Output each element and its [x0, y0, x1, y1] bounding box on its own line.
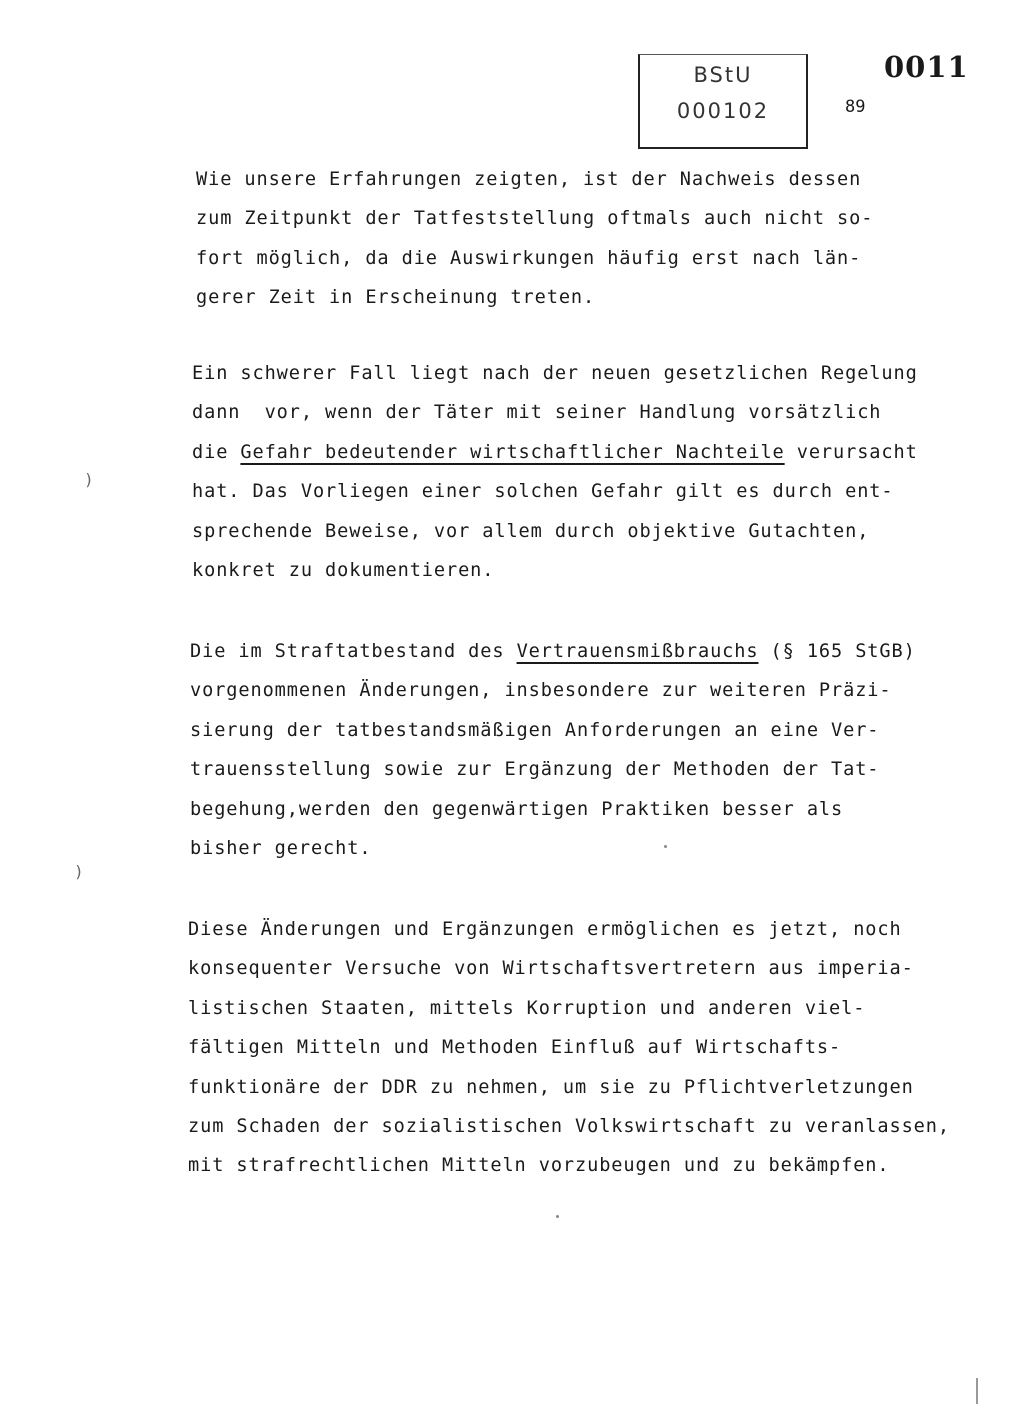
text-segment: die	[192, 441, 241, 463]
scan-speck	[664, 845, 667, 848]
text-segment: (§ 165 StGB)	[758, 641, 916, 662]
scan-edge-mark	[976, 1378, 978, 1404]
text-line: fältigen Mitteln und Methoden Einfluß auf Wirtschafts-	[188, 1037, 842, 1059]
stamp-number: 000102	[676, 99, 770, 123]
text-line: hat. Das Vorliegen einer solchen Gefahr gilt es durch ent-	[192, 481, 894, 503]
text-line: zum Schaden der sozialistischen Volkswirtschaft zu veranlassen,	[188, 1116, 950, 1138]
text-line: vorgenommenen Änderungen, insbesondere zur weiteren Präzi-	[190, 680, 892, 702]
text-line: trauensstellung sowie zur Ergänzung der Methoden der Tat-	[190, 759, 880, 781]
archive-stamp	[638, 54, 808, 149]
text-line: sierung der tatbestandsmäßigen Anforderungen an eine Ver-	[190, 719, 880, 741]
text-line: mit strafrechtlichen Mitteln vorzubeugen und zu bekämpfen.	[188, 1155, 890, 1177]
page-number: 89	[845, 97, 866, 117]
text-segment: verursacht	[784, 441, 918, 463]
text-line: Diese Änderungen und Ergänzungen ermöglichen es jetzt, noch	[188, 919, 902, 940]
text-line: fort möglich, da die Auswirkungen häufig erst nach län-	[196, 247, 862, 269]
text-line: bisher gerecht.	[190, 838, 372, 860]
text-line: Wie unsere Erfahrungen zeigten, ist der Nachweis dessen	[196, 169, 862, 190]
text-line: dann vor, wenn der Täter mit seiner Handlung vorsätzlich	[192, 402, 882, 424]
stamp-agency: BStU	[693, 63, 753, 87]
text-line: Ein schwerer Fall liegt nach der neuen gesetzlichen Regelung	[192, 363, 918, 384]
text-line: listischen Staaten, mittels Korruption und anderen viel-	[188, 997, 866, 1019]
text-line: zum Zeitpunkt der Tatfeststellung oftmals auch nicht so-	[196, 208, 874, 230]
text-line: funktionäre der DDR zu nehmen, um sie zu Pflichtverletzungen	[188, 1076, 914, 1098]
paragraph-3	[190, 632, 950, 868]
underlined-phrase: Gefahr bedeutender wirtschaftlicher Nachteile	[240, 441, 785, 463]
paragraph-4	[188, 910, 948, 1186]
text-line: begehung,werden den gegenwärtigen Praktiken besser als	[190, 798, 844, 820]
scan-speck	[556, 1215, 559, 1218]
paragraph-1	[196, 160, 956, 318]
paragraph-2	[192, 354, 952, 590]
text-line: sprechende Beweise, vor allem durch objektive Gutachten,	[192, 520, 870, 542]
margin-mark: )	[84, 470, 94, 489]
text-line	[192, 433, 952, 472]
text-line: konkret zu dokumentieren.	[192, 560, 495, 582]
margin-mark: )	[74, 862, 84, 881]
archive-page-number: 0011	[884, 50, 969, 84]
text-line	[190, 632, 950, 671]
text-line: gerer Zeit in Erscheinung treten.	[196, 287, 596, 309]
text-line: konsequenter Versuche von Wirtschaftsvertretern aus imperia-	[188, 958, 914, 980]
underlined-phrase: Vertrauensmißbrauchs	[516, 641, 759, 662]
text-segment: Die im Straftatbestand des	[190, 641, 517, 662]
